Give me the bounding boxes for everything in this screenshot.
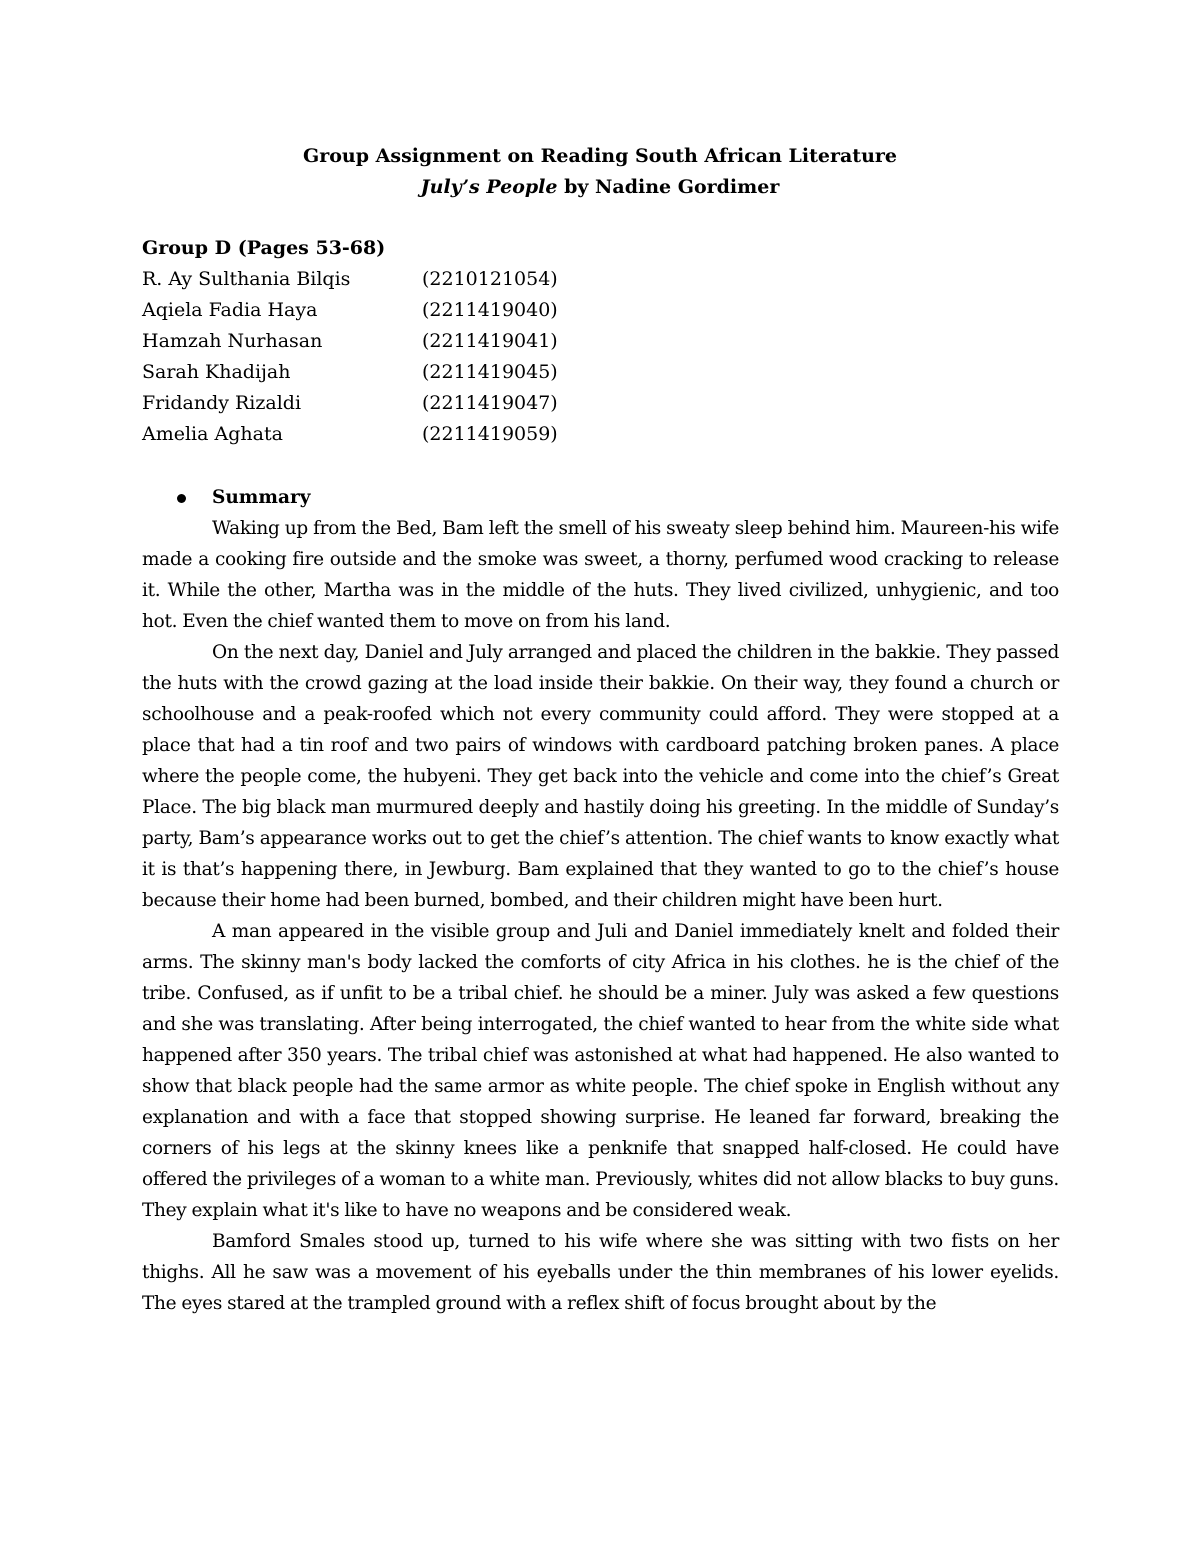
summary-heading — [142, 482, 1059, 513]
bullet-icon — [177, 494, 186, 503]
title-line-2 — [0, 172, 1200, 203]
summary-heading-label: Summary — [212, 487, 311, 508]
member-name: Aqiela Fadia Haya — [142, 299, 318, 321]
book-title: July’s People — [420, 176, 558, 198]
summary-section — [142, 482, 1059, 1319]
group-section — [142, 233, 642, 450]
title-line-1: Group Assignment on Reading South African Literature — [303, 145, 897, 167]
summary-paragraph-2: On the next day, Daniel and July arranged and placed the children in the bakkie. They passed the huts with the crowd gazing at the load inside their bakkie. On their way, they found a church or schoolhouse and a peak-roofed which not every community could afford. They were stopped at a place that had a tin roof and two pairs of windows with cardboard patching broken panes. A place where the people come, the hubyeni. They get back into the vehicle and come into the chief’s Great Place. The big black man murmured deeply and hastily doing his greeting. In the middle of Sunday’s party, Bam’s appearance works out to get the chief’s attention. The chief wants to know exactly what it is that’s happening there, in Jewburg. Bam explained that they wanted to go to the chief’s house because their home had been burned, bombed, and their children might have been hurt. — [142, 642, 1059, 911]
member-row — [142, 264, 642, 295]
document-title — [0, 141, 1200, 203]
member-row — [142, 357, 642, 388]
member-row — [142, 388, 642, 419]
author-line: by Nadine Gordimer — [557, 176, 780, 198]
summary-paragraph-3: A man appeared in the visible group and Juli and Daniel immediately knelt and folded their arms. The skinny man's body lacked the comforts of city Africa in his clothes. he is the chief of the tribe. Confused, as if unfit to be a tribal chief. he should be a miner. July was asked a few questions and she was translating. After being interrogated, the chief wanted to hear from the white side what happened after 350 years. The tribal chief was astonished at what had happened. He also wanted to show that black people had the same armor as white people. The chief spoke in English without any explanation and with a face that stopped showing surprise. He leaned far forward, breaking the corners of his legs at the skinny knees like a penknife that snapped half-closed. He could have offered the privileges of a woman to a white man. Previously, whites did not allow blacks to buy guns. They explain what it's like to have no weapons and be considered weak. — [142, 921, 1059, 1221]
summary-paragraph-1: Waking up from the Bed, Bam left the smell of his sweaty sleep behind him. Maureen-his wife made a cooking fire outside and the smoke was sweet, a thorny, perfumed wood cracking to release it. While the other, Martha was in the middle of the huts. They lived civilized, unhygienic, and too hot. Even the chief wanted them to move on from his land. — [142, 518, 1059, 632]
member-row — [142, 419, 642, 450]
member-id: (2211419040) — [422, 299, 558, 321]
member-name: Sarah Khadijah — [142, 361, 291, 383]
member-id: (2211419059) — [422, 423, 558, 445]
member-id: (2211419045) — [422, 361, 558, 383]
member-name: Fridandy Rizaldi — [142, 392, 302, 414]
member-id: (2210121054) — [422, 268, 558, 290]
member-name: Amelia Aghata — [142, 423, 283, 445]
member-name: Hamzah Nurhasan — [142, 330, 323, 352]
member-row — [142, 326, 642, 357]
summary-paragraph-4: Bamford Smales stood up, turned to his wife where she was sitting with two fists on her thighs. All he saw was a movement of his eyeballs under the thin membranes of his lower eyelids. The eyes stared at the trampled ground with a reflex shift of focus brought about by the — [142, 1231, 1059, 1314]
member-id: (2211419041) — [422, 330, 558, 352]
member-name: R. Ay Sulthania Bilqis — [142, 268, 351, 290]
group-heading: Group D (Pages 53-68) — [142, 237, 386, 259]
member-row — [142, 295, 642, 326]
member-id: (2211419047) — [422, 392, 558, 414]
